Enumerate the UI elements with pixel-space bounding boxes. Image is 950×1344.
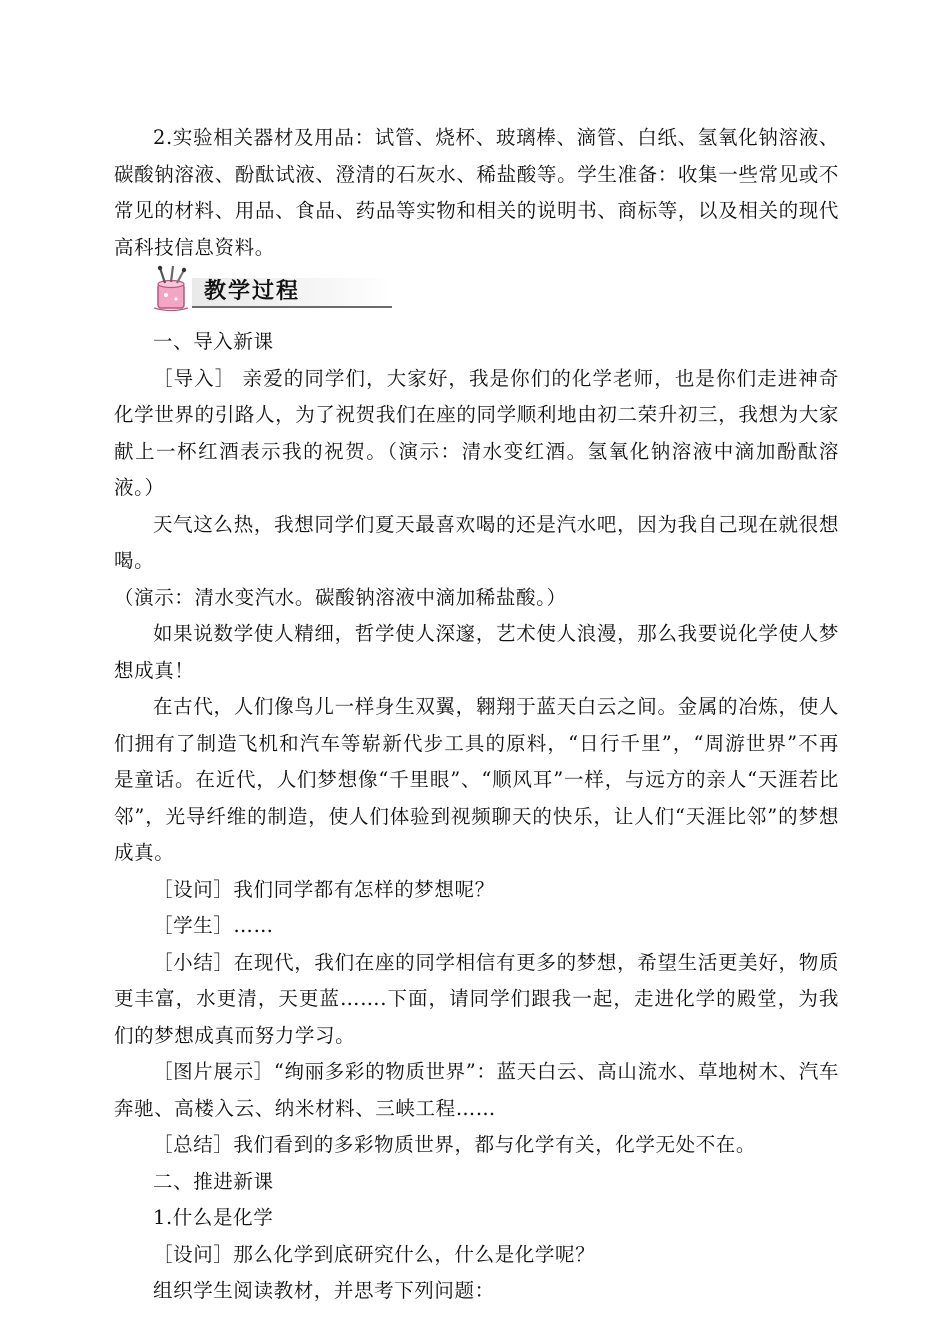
section-title-2: 二、推进新课 bbox=[153, 1169, 274, 1193]
paragraph-gudai: 在古代，人们像鸟儿一样身生双翼，翱翔于蓝天白云之间。金属的冶炼，使人们拥有了制造飞机和汽车等崭新代步工具的原料，“日行千里”，“周游世界”不再是童话。在近代，人们梦想像“千里眼”、“顺风耳”一样，与远方的亲人“天涯若比邻”，光导纤维的制造，使人们体验到视频聊天的快乐，让人们“天涯比邻”的梦想成真。 bbox=[114, 695, 839, 864]
paragraph-tianqi-demo: （演示：清水变汽水。碳酸钠溶液中滴加稀盐酸。） bbox=[114, 585, 567, 609]
paragraph-tianqi: 天气这么热，我想同学们夏天最喜欢喝的还是汽水吧，因为我自己现在就很想喝。 bbox=[114, 512, 839, 572]
section-heading bbox=[144, 264, 414, 314]
paragraph-zuzhi: 组织学生阅读教材，并思考下列问题： bbox=[153, 1279, 495, 1302]
lesson-body bbox=[114, 324, 839, 1310]
paragraph-ruguo: 如果说数学使人精细，哲学使人深邃，艺术使人浪漫，那么我要说化学使人梦想成真！ bbox=[114, 622, 839, 682]
paragraph-shewen-2: ［设问］那么化学到底研究什么，什么是化学呢？ bbox=[153, 1242, 596, 1266]
section-title-1: 一、导入新课 bbox=[153, 330, 274, 353]
subsection-title-1: 1.什么是化学 bbox=[153, 1206, 274, 1229]
paragraph-tupian: ［图片展示］“绚丽多彩的物质世界”：蓝天白云、高山流水、草地树木、汽车奔驰、高楼入云、纳米材料、三峡工程…… bbox=[114, 1060, 839, 1120]
paragraph-xiaojie: ［小结］在现代，我们在座的同学相信有更多的梦想，希望生活更美好，物质更丰富，水更清，天更蓝…….下面，请同学们跟我一起，走进化学的殿堂，为我们的梦想成真而努力学习。 bbox=[114, 950, 839, 1047]
paragraph-shewen-1: ［设问］我们同学都有怎样的梦想呢？ bbox=[153, 877, 495, 901]
paragraph-xuesheng: ［学生］…… bbox=[153, 914, 274, 937]
paragraph-zongjie: ［总结］我们看到的多彩物质世界，都与化学有关，化学无处不在。 bbox=[153, 1133, 757, 1156]
materials-paragraph: 2.实验相关器材及用品：试管、烧杯、玻璃棒、滴管、白纸、氢氧化钠溶液、碳酸钠溶液、酚酞试液、澄清的石灰水、稀盐酸等。学生准备：收集一些常见或不常见的材料、用品、食品、药品等实物和相关的说明书、商标等，以及相关的现代高科技信息资料。 bbox=[114, 126, 839, 259]
materials-section bbox=[114, 120, 839, 266]
paragraph-daoru: ［导入］ 亲爱的同学们，大家好，我是你们的化学老师，也是你们走进神奇化学世界的引路人，为了祝贺我们在座的同学顺利地由初二荣升初三，我想为大家献上一杯红酒表示我的祝贺。（演示：清水变红酒。氢氧化钠溶液中滴加酚酞溶液。） bbox=[114, 366, 839, 499]
heading-title: 教学过程 bbox=[204, 279, 301, 304]
